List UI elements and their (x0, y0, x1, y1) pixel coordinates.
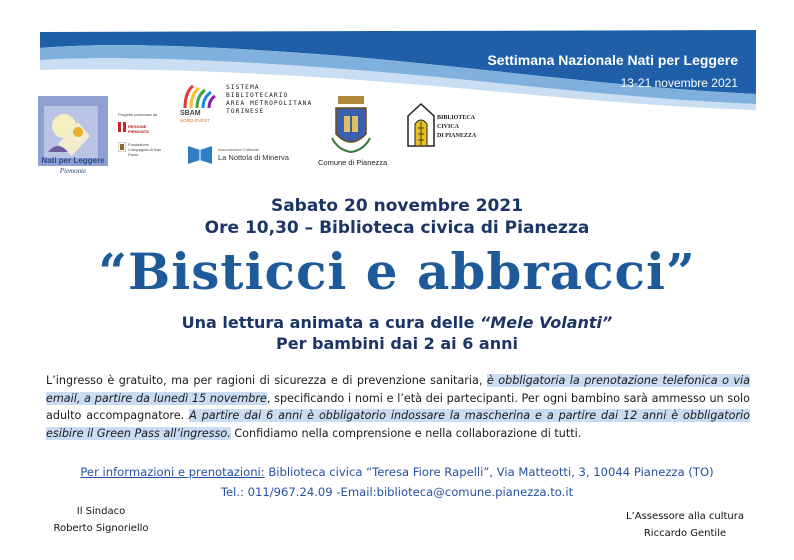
header-title: Settimana Nazionale Nati per Leggere (487, 52, 738, 68)
body-text-2: , specificando i nomi e l’età dei partecipanti. Per ogni bambino sarà ammesso un solo adulto accompagnatore. (46, 391, 750, 423)
sbam-line: AREA METROPOLITANA (226, 100, 313, 107)
comune-label: Comune di Pianezza (318, 158, 388, 167)
sbam-abbr: SBAM (180, 110, 201, 117)
mayor-name: Roberto Signoriello (53, 523, 149, 534)
body-text-1: L’ingresso è gratuito, ma per ragioni di sicurezza e di prevenzione sanitaria, (46, 374, 487, 387)
event-date: Sabato 20 novembre 2021 (270, 196, 524, 216)
mayor-role: Il Sindaco (76, 506, 126, 517)
signature-mayor (46, 503, 156, 537)
sbam-system-text (226, 84, 312, 116)
body-highlight-booking: è obbligatoria la prenotazione telefonica o via email, a partire da lunedì 15 novembre (46, 374, 750, 405)
npl-logo-name: Nati per Leggere (41, 156, 105, 165)
body-text-3: Confidiamo nella comprensione e nella collaborazione di tutti. (230, 427, 582, 441)
promoted-by-label: Progetto promosso da (118, 112, 158, 117)
contact-line[interactable]: Tel.: 011/967.24.09 -Email:biblioteca@comune.pianezza.to.it (220, 485, 574, 499)
comune-crest-icon (328, 94, 374, 154)
assessore-role: L’Assessore alla cultura (625, 511, 745, 522)
info-label: Per informazioni e prenotazioni: (80, 465, 265, 479)
biblioteca-line: DI PIANEZZA (437, 133, 477, 139)
subtitle-group: “Mele Volanti” (480, 313, 613, 332)
nottola-book-icon (186, 140, 214, 166)
body-paragraph (46, 372, 750, 443)
signature-assessore (610, 508, 760, 542)
subtitle-prefix: Una lettura animata a cura delle (181, 313, 481, 332)
nottola-caption: Associazione Culturale (218, 147, 259, 152)
body-highlight-mask: A partire dai 6 anni è obbligatorio indossare la mascherina e a partire dai 12 anni è obbligatorio esibire il Green Pass all’ingresso. (46, 409, 750, 441)
event-title: “Bisticci e abbracci” (98, 242, 696, 301)
header-dates: 13-21 novembre 2021 (620, 76, 738, 90)
nottola-name: La Nottola di Minerva (218, 153, 289, 162)
event-subtitle (0, 313, 794, 332)
sbam-line: SISTEMA (226, 84, 260, 91)
biblioteca-building-icon (406, 102, 436, 148)
biblioteca-logo-text (437, 114, 476, 141)
info-line (0, 465, 794, 479)
regione-flag-icon (118, 122, 126, 132)
sbam-line: TORINESE (226, 108, 265, 115)
sbam-sub: NORD-OVEST (180, 118, 211, 123)
sbam-line: BIBLIOTECARIO (226, 92, 289, 99)
biblioteca-line: BIBLIOTECA (437, 115, 476, 121)
info-address: Biblioteca civica “Teresa Fiore Rapelli”, Via Matteotti, 3, 10044 Pianezza (TO) (264, 465, 714, 479)
biblioteca-line: CIVICA (437, 124, 460, 130)
sbam-logo-icon (181, 82, 217, 110)
npl-logo-region: Piemonte (59, 167, 87, 175)
event-audience: Per bambini dai 2 ai 6 anni (276, 334, 518, 353)
regione-label: REGIONE PIEMONTE (128, 124, 149, 134)
assessore-name: Riccardo Gentile (643, 528, 727, 539)
fondazione-label: Fondazione Compagnia di San Paolo (128, 142, 161, 157)
event-time-place: Ore 10,30 – Biblioteca civica di Pianezza (204, 218, 590, 238)
fondazione-icon (118, 142, 126, 152)
